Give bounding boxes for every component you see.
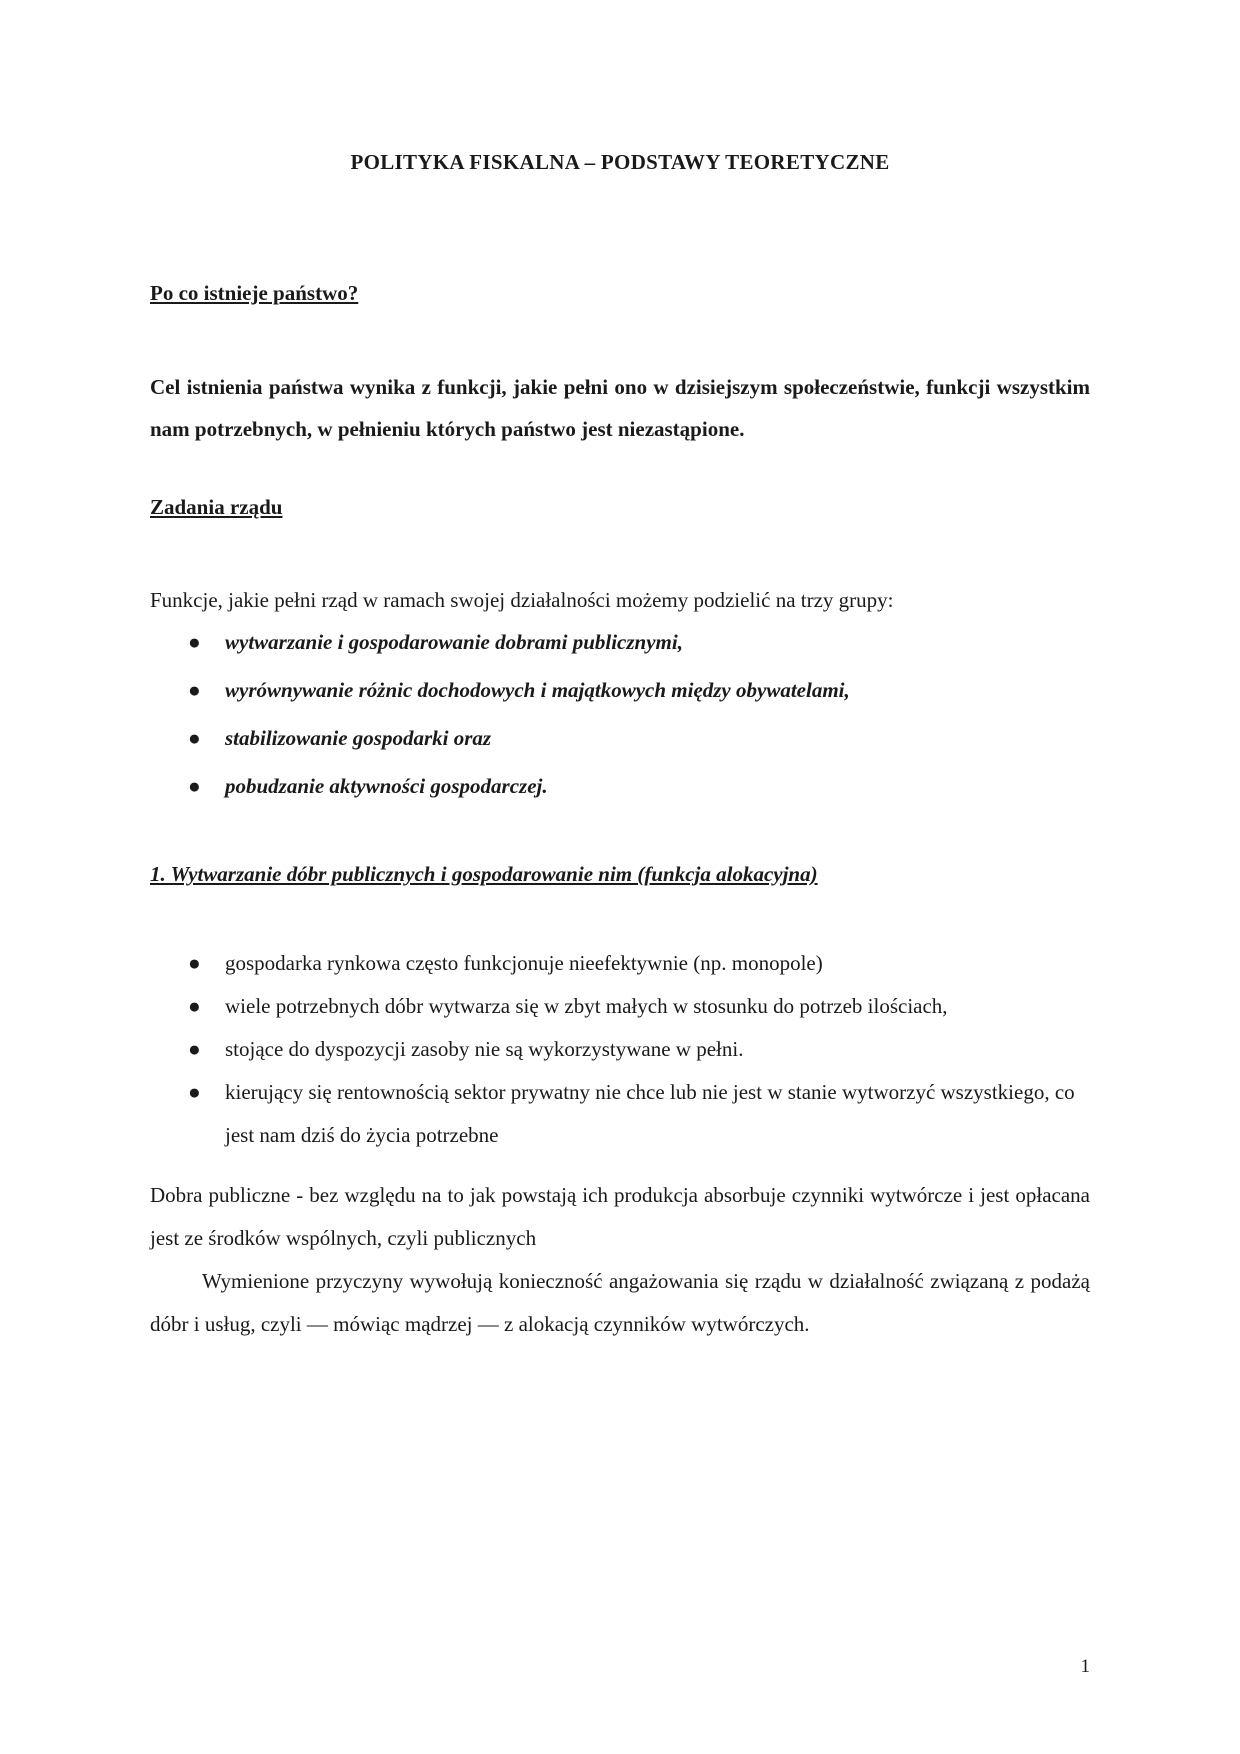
list-item bbox=[150, 675, 1090, 723]
list-item bbox=[150, 627, 1090, 675]
document-title: POLITYKA FISKALNA – PODSTAWY TEORETYCZNE bbox=[350, 150, 890, 174]
bullet-icon: ● bbox=[188, 678, 201, 702]
list-item-text: wytwarzanie i gospodarowanie dobrami publicznymi, bbox=[225, 630, 683, 654]
lead-paragraph: Cel istnienia państwa wynika z funkcji, jakie pełni ono w dzisiejszym społeczeństwie, funkcji wszystkim nam potrzebnych, w pełnieniu których państwo jest niezastąpione. bbox=[150, 375, 1090, 441]
list-item bbox=[150, 985, 1090, 1028]
bullet-icon: ● bbox=[188, 726, 201, 750]
heading-government-tasks: Zadania rządu bbox=[150, 495, 283, 519]
bullet-icon: ● bbox=[188, 951, 201, 975]
public-goods-paragraph: Dobra publiczne - bez względu na to jak powstają ich produkcja absorbuje czynniki wytwórcze i jest opłacana jest ze środków wspólnych, czyli publicznych bbox=[150, 1183, 1090, 1250]
list-item bbox=[150, 723, 1090, 771]
bullet-icon: ● bbox=[188, 774, 201, 798]
list-item bbox=[150, 1028, 1090, 1071]
page-number: 1 bbox=[1080, 1656, 1090, 1677]
list-item bbox=[150, 942, 1090, 985]
list-item-text: wyrównywanie różnic dochodowych i majątkowych między obywatelami, bbox=[225, 678, 850, 702]
list-item-text: pobudzanie aktywności gospodarczej. bbox=[225, 774, 548, 798]
list-item bbox=[150, 1071, 1090, 1157]
heading-why-state: Po co istnieje państwo? bbox=[150, 281, 359, 305]
government-functions-list bbox=[150, 627, 1090, 819]
section-1-list bbox=[150, 942, 1090, 1157]
bullet-icon: ● bbox=[188, 1037, 201, 1061]
tasks-intro: Funkcje, jakie pełni rząd w ramach swojej działalności możemy podzielić na trzy grupy: bbox=[150, 588, 894, 612]
heading-section-1: 1. Wytwarzanie dóbr publicznych i gospodarowanie nim (funkcja alokacyjna) bbox=[150, 862, 818, 886]
list-item bbox=[150, 771, 1090, 819]
conclusion-paragraph: Wymienione przyczyny wywołują konieczność angażowania się rządu w działalność związaną z podażą dóbr i usług, czyli — mówiąc mądrzej — z alokacją czynników wytwórczych. bbox=[150, 1269, 1090, 1336]
bullet-icon: ● bbox=[188, 1080, 201, 1104]
list-item-text: stojące do dyspozycji zasoby nie są wykorzystywane w pełni. bbox=[225, 1037, 744, 1061]
bullet-icon: ● bbox=[188, 630, 201, 654]
list-item-text: stabilizowanie gospodarki oraz bbox=[225, 726, 492, 750]
list-item-text: kierujący się rentownością sektor prywatny nie chce lub nie jest w stanie wytworzyć wszystkiego, co jest nam dziś do życia potrzebne bbox=[225, 1080, 1075, 1147]
list-item-text: gospodarka rynkowa często funkcjonuje nieefektywnie (np. monopole) bbox=[225, 951, 823, 975]
bullet-icon: ● bbox=[188, 994, 201, 1018]
list-item-text: wiele potrzebnych dóbr wytwarza się w zbyt małych w stosunku do potrzeb ilościach, bbox=[225, 994, 948, 1018]
